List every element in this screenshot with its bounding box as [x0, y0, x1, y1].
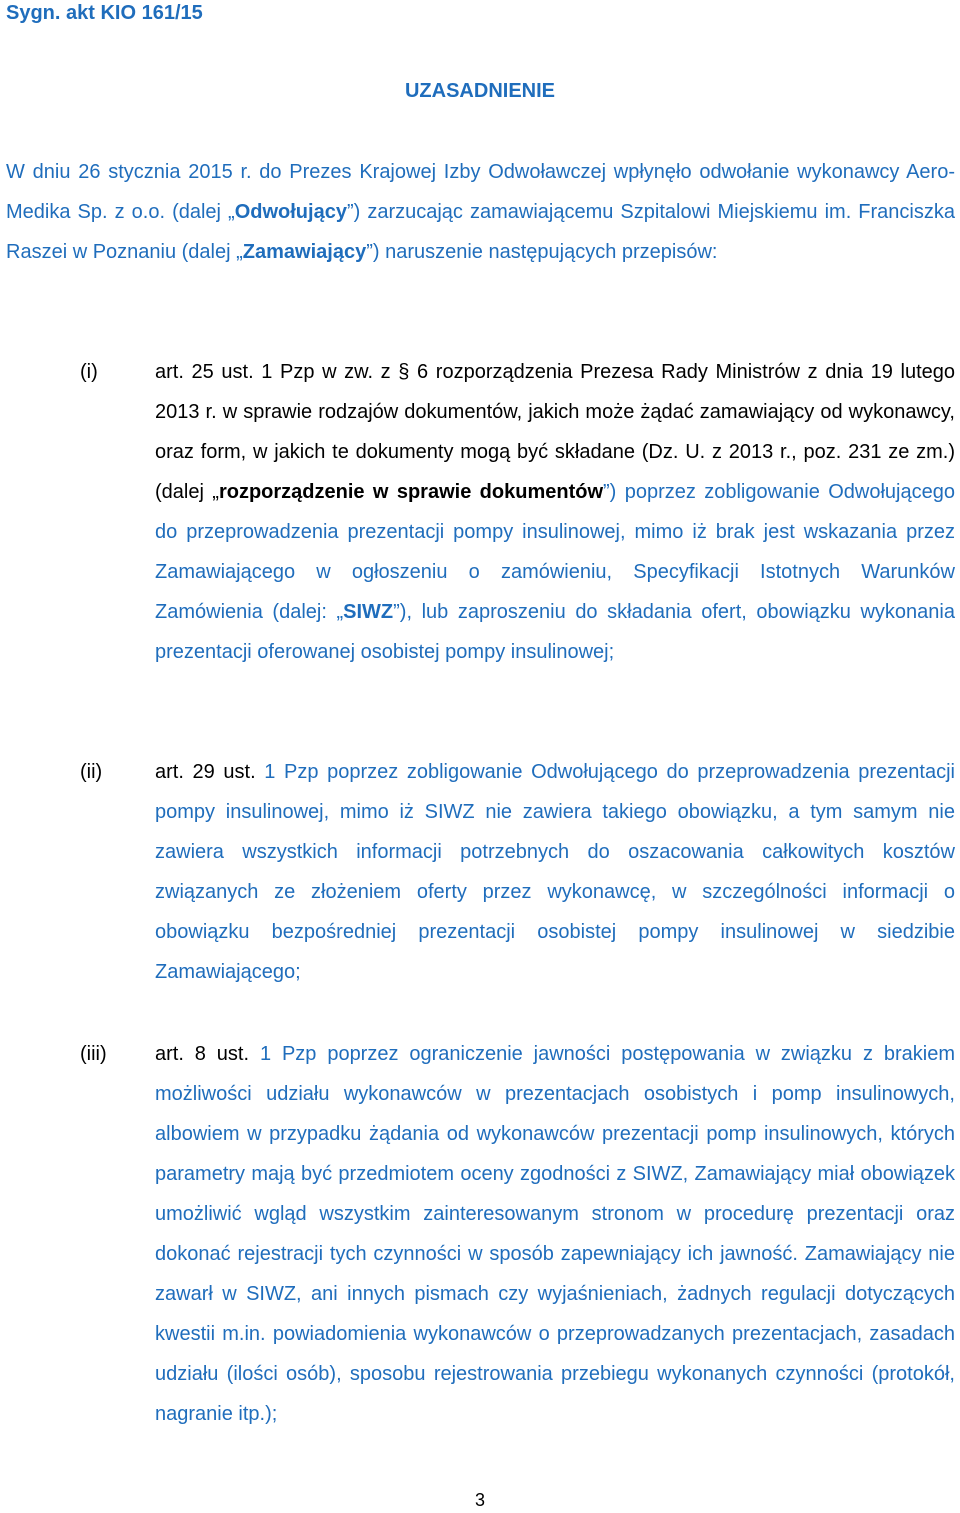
page-number: 3 [474, 1490, 485, 1510]
intro-text-2: ”) zarzucając zamawiającemu Szpitalowi Miejskiemu im. Franciszka Raszei w Poznaniu (dalej „ [6, 201, 955, 263]
list-item-number: (ii) [80, 761, 103, 783]
intro-paragraph [6, 152, 955, 272]
item-lead: art. 8 ust. [155, 1043, 250, 1065]
list-item-number: (iii) [80, 1043, 107, 1065]
item-bold-rozporzadzenie: rozporządzenie w sprawie dokumentów [218, 481, 604, 503]
list-item-text [155, 352, 955, 672]
case-number: Sygn. akt KIO 161/15 [6, 2, 203, 24]
list-item-text [155, 1034, 955, 1434]
list-item-text [155, 752, 955, 992]
list-item-number: (i) [80, 361, 98, 383]
intro-text-3: ”) naruszenie następujących przepisów: [366, 241, 718, 263]
item-text: 1 Pzp poprzez ograniczenie jawności postępowania w związku z brakiem możliwości udziału wykonawców w prezentacjach osobistych i pomp insulinowych, albowiem w przypadku żądania od wykonawców prezentacji pomp insulinowych, których parametry mają być przedmiotem oceny zgodności z SIWZ, Zamawiający miał obowiązek umożliwić wgląd wszystkim zainteresowanym stronom w procedurę prezentacji oraz dokonać rejestracji tych czynności w sposób zapewniający ich jawność. Zamawiający nie zawarł w SIWZ, ani innych pismach czy wyjaśnieniach, żadnych regulacji dotyczących kwestii m.in. powiadomienia wykonawców o przeprowadzanych prezentacjach, zasadach udziału (ilości osób), sposobu rejestrowania przebiegu wykonanych czynności (protokół, nagranie itp.); [155, 1043, 955, 1425]
item-text: 1 Pzp poprzez zobligowanie Odwołującego do przeprowadzenia prezentacji pompy insulinowej, mimo iż SIWZ nie zawiera takiego obowiązku, a tym samym nie zawiera wszystkich informacji potrzebnych do oszacowania całkowitych kosztów związanych ze złożeniem oferty przez wykonawcę, w szczególności informacji o obowiązku bezpośredniej prezentacji osobistej pompy insulinowej w siedzibie Zamawiającego; [155, 761, 955, 983]
item-text-1: art. 25 ust. 1 Pzp w zw. z § 6 rozporządzenia Prezesa Rady Ministrów z dnia 19 lutego 2013 r. w sprawie rodzajów dokumentów, jakich może żądać zamawiający od wykonawcy, oraz form, w jakich te dokumenty mogą być składane (Dz. U. z 2013 r., poz. 231 ze zm.) (dalej „ [155, 361, 955, 503]
document-title: UZASADNIENIE [404, 80, 555, 102]
item-bold-siwz: SIWZ [343, 601, 394, 623]
item-lead: art. 29 ust. [155, 761, 256, 783]
intro-bold-zamawiajacy: Zamawiający [242, 241, 367, 263]
item-text-3: ”), lub zaproszeniu do składania ofert, obowiązku wykonania prezentacji oferowanej osobistej pompy insulinowej; [155, 601, 955, 663]
item-text-2: ”) poprzez zobligowanie Odwołującego do przeprowadzenia prezentacji pompy insulinowej, mimo iż brak jest wskazania przez Zamawiającego w ogłoszeniu o zamówieniu, Specyfikacji Istotnych Warunków Zamówienia (dalej: „ [155, 481, 955, 623]
intro-bold-odwolujacy: Odwołujący [234, 201, 347, 223]
intro-text-1: W dniu 26 stycznia 2015 r. do Prezes Krajowej Izby Odwoławczej wpłynęło odwołanie wykonawcy Aero-Medika Sp. z o.o. (dalej „ [6, 161, 955, 223]
